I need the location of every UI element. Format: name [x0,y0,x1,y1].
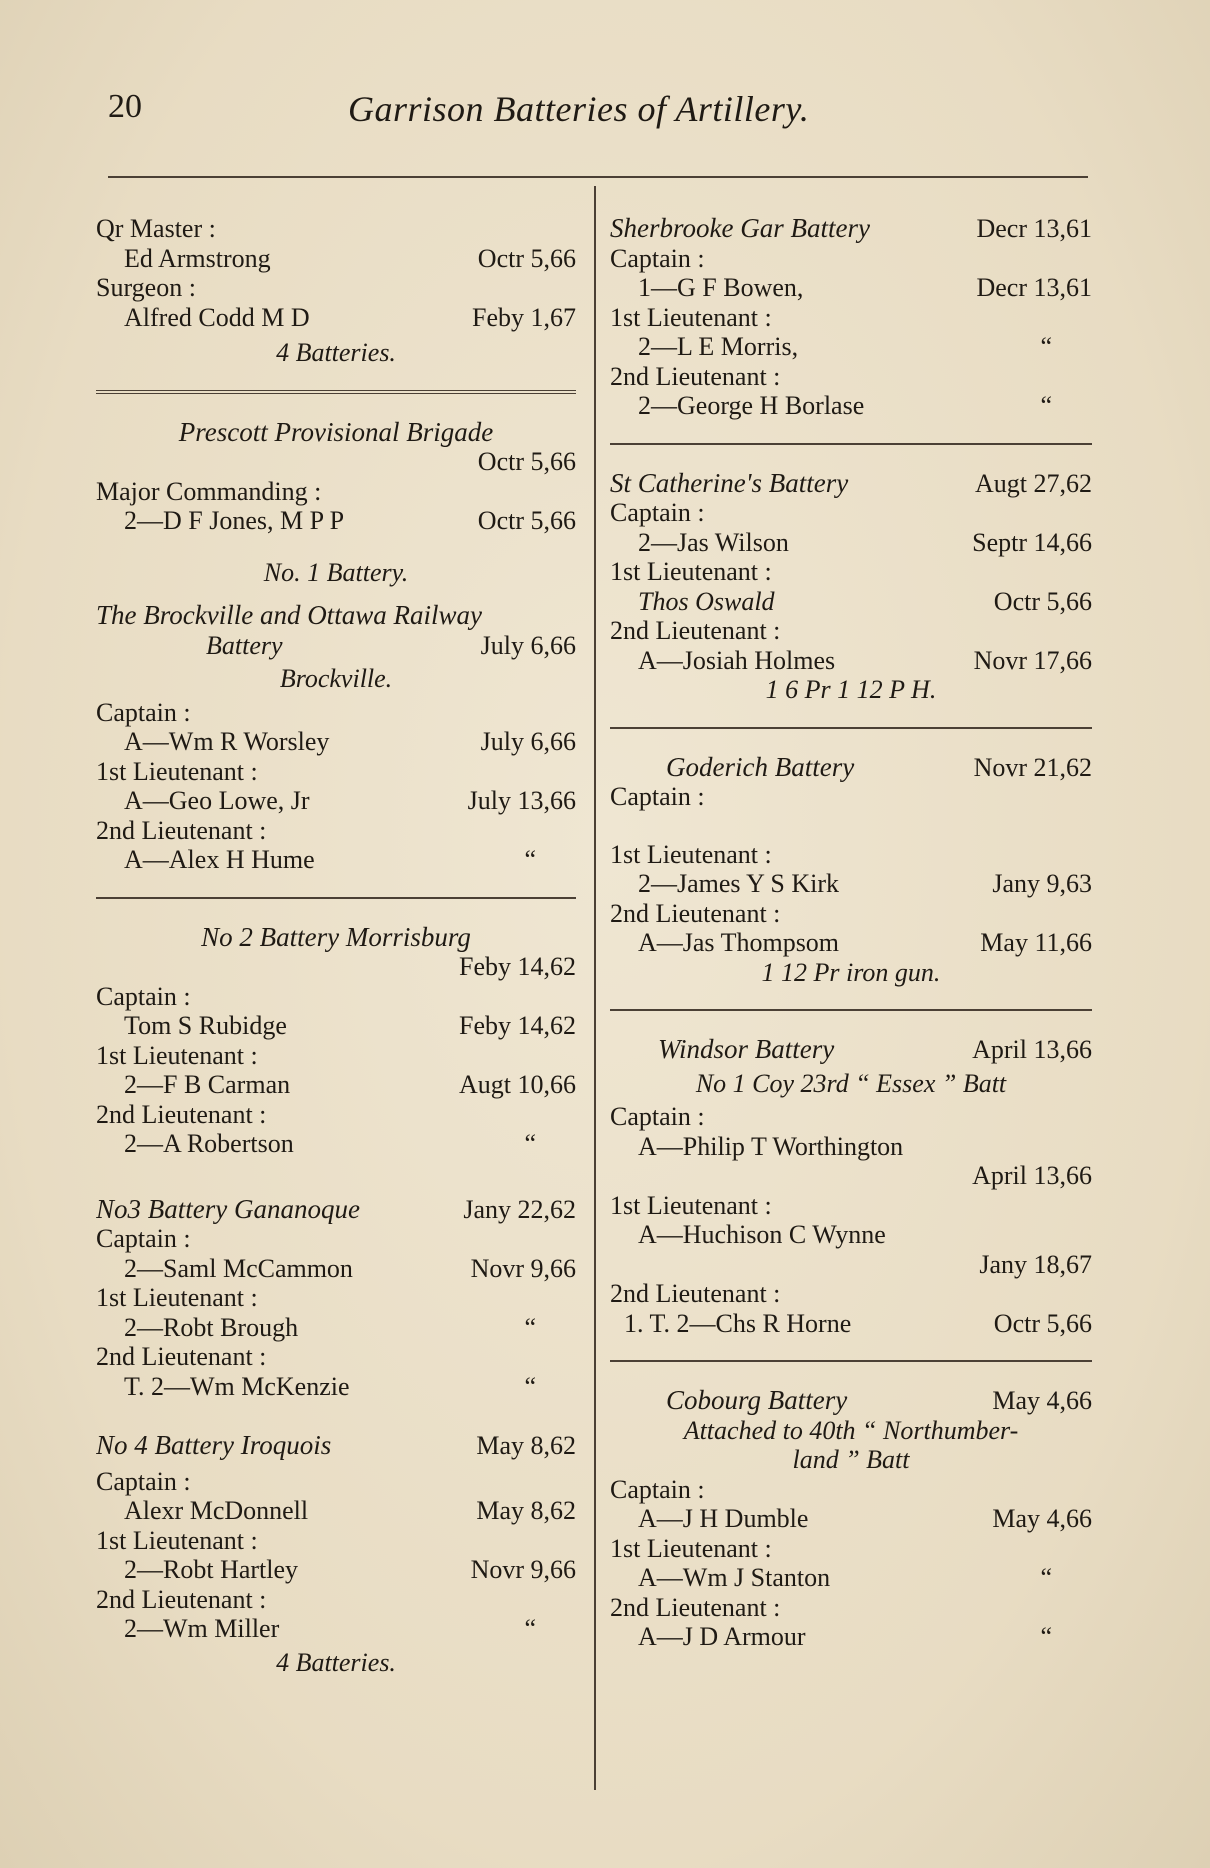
no2-second-lt-row [96,1129,576,1159]
cobourg-subtitle-line2: land ” Batt [792,1445,910,1474]
cobourg-second-lt-label-row [610,1593,1092,1623]
cobourg-captain-name: A—J H Dumble [638,1504,809,1533]
st-catherines-first-lt-label-row [610,557,1092,587]
sherbrooke-captain-row [610,273,1092,303]
st-catherines-second-lt-date: Novr 17,66 [973,645,1092,675]
surgeon-row [96,303,576,333]
windsor-first-lt-name: A—Huchison C Wynne [638,1220,886,1249]
windsor-first-lt-date-row [610,1250,1092,1280]
no4-title-row [96,1431,576,1461]
cobourg-date: May 4,66 [992,1386,1092,1415]
no1-first-lt-name: A—Geo Lowe, Jr [124,786,310,815]
goderich-title: Goderich Battery [666,752,855,782]
windsor-title: Windsor Battery [658,1035,835,1064]
cobourg-title-row [610,1386,1092,1416]
major-label-row [96,477,576,507]
no1-captain-label: Captain : [96,697,191,727]
no4-second-lt-label: 2nd Lieutenant : [96,1584,267,1614]
header-rule [108,176,1088,178]
st-catherines-battery-block [610,469,1092,705]
no4-captain-name: Alexr McDonnell [124,1496,309,1525]
st-catherines-first-lt-date: Octr 5,66 [993,586,1092,616]
no4-batteries-note: 4 Batteries. [276,1647,396,1677]
no1-heading-row [96,558,576,588]
no4-title: No 4 Battery Iroquois [96,1431,332,1460]
cobourg-captain-row [610,1504,1092,1534]
prescott-brigade-block [96,418,576,536]
goderich-guns: 1 12 Pr iron gun. [761,957,941,987]
no1-name-line1: The Brockville and Ottawa Railway [96,600,482,630]
column-divider [594,186,596,1790]
windsor-second-lt-label: 2nd Lieutenant : [610,1279,781,1308]
cobourg-second-lt-label: 2nd Lieutenant : [610,1592,781,1622]
section-rule [610,727,1092,729]
sherbrooke-captain-label: Captain : [610,243,705,273]
windsor-title-row [610,1035,1092,1065]
prescott-title-row [96,418,576,448]
staff-block [96,214,576,368]
no4-captain-date: May 8,62 [476,1496,576,1525]
no3-first-lt-name: 2—Robt Brough [124,1312,299,1342]
goderich-second-lt-label-row [610,899,1092,929]
windsor-battery-block [610,1035,1092,1338]
cobourg-first-lt-label: 1st Lieutenant : [610,1533,772,1563]
cobourg-second-lt-row [610,1622,1092,1652]
no3-captain-name: 2—Saml McCammon [124,1253,353,1283]
windsor-captain-label: Captain : [610,1102,705,1131]
no4-battery-block [96,1431,576,1677]
no3-second-lt-name: T. 2—Wm McKenzie [124,1371,350,1401]
st-catherines-second-lt-row [610,646,1092,676]
no4-date: May 8,62 [476,1431,576,1460]
sherbrooke-captain-name: 1—G F Bowen, [638,273,804,302]
sherbrooke-first-lt-row [610,332,1092,362]
cobourg-second-lt-date: “ [1040,1622,1052,1651]
surgeon-label: Surgeon : [96,273,196,302]
st-catherines-captain-name: 2—Jas Wilson [638,527,789,557]
sherbrooke-second-lt-label: 2nd Lieutenant : [610,361,781,391]
cobourg-first-lt-label-row [610,1534,1092,1564]
no4-first-lt-label: 1st Lieutenant : [96,1525,258,1555]
no3-battery-block [96,1195,576,1402]
section-rule [610,443,1092,445]
no4-first-lt-label-row [96,1526,576,1556]
no4-second-lt-row [96,1614,576,1644]
batteries-note: 4 Batteries. [276,338,396,367]
st-catherines-second-lt-label: 2nd Lieutenant : [610,616,781,645]
cobourg-title: Cobourg Battery [666,1386,848,1415]
prescott-date-row [96,447,576,477]
goderich-date: Novr 21,62 [973,752,1092,782]
surgeon-date: Feby 1,67 [472,302,576,332]
cobourg-first-lt-name: A—Wm J Stanton [638,1563,831,1592]
cobourg-first-lt-date: “ [1040,1563,1052,1592]
batteries-note-row [96,338,576,368]
no4-second-lt-label-row [96,1585,576,1615]
cobourg-captain-date: May 4,66 [992,1504,1092,1533]
st-catherines-guns-row [610,675,1092,705]
windsor-first-lt-date: Jany 18,67 [979,1249,1092,1279]
windsor-second-lt-name: 1. T. 2—Chs R Horne [624,1308,852,1338]
sherbrooke-captain-date: Decr 13,61 [976,273,1092,302]
goderich-first-lt-label: 1st Lieutenant : [610,839,772,869]
right-column [610,214,1092,1674]
no2-second-lt-date: “ [524,1129,536,1158]
st-catherines-guns: 1 6 Pr 1 12 P H. [765,675,937,704]
no3-captain-label-row [96,1224,576,1254]
no2-title-row [96,923,576,953]
windsor-subtitle-row [610,1069,1092,1099]
sherbrooke-second-lt-name: 2—George H Borlase [638,391,865,420]
no1-heading: No. 1 Battery. [263,557,409,587]
st-catherines-second-lt-name: A—Josiah Holmes [638,645,836,675]
no3-first-lt-label-row [96,1283,576,1313]
no1-second-lt-name: A—Alex H Hume [124,845,315,874]
windsor-second-lt-date: Octr 5,66 [993,1308,1092,1338]
sherbrooke-title: Sherbrooke Gar Battery [610,214,870,243]
st-catherines-first-lt-row [610,587,1092,617]
no2-second-lt-label-row [96,1100,576,1130]
no4-first-lt-date: Novr 9,66 [470,1555,576,1584]
no4-captain-row [96,1496,576,1526]
no1-name-date-row [96,631,576,661]
section-rule [96,897,576,899]
st-catherines-title: St Catherine's Battery [610,468,849,498]
cobourg-second-lt-name: A—J D Armour [638,1622,806,1651]
goderich-guns-row [610,958,1092,988]
no1-date: July 6,66 [480,630,576,660]
windsor-subtitle: No 1 Coy 23rd “ Essex ” Batt [695,1068,1007,1098]
st-catherines-captain-row [610,528,1092,558]
no4-first-lt-row [96,1555,576,1585]
no4-captain-label-row [96,1467,576,1497]
no1-name-line2: Battery [206,630,283,660]
no1-captain-label-row [96,698,576,728]
sherbrooke-second-lt-label-row [610,362,1092,392]
windsor-captain-label-row [610,1102,1092,1132]
no1-battery-block [96,558,576,875]
no1-second-lt-label-row [96,816,576,846]
no2-battery-block [96,923,576,1159]
no4-second-lt-date: “ [524,1614,536,1643]
goderich-first-lt-row [610,869,1092,899]
no2-first-lt-row [96,1070,576,1100]
st-catherines-second-lt-label-row [610,616,1092,646]
no1-place: Brockville. [279,664,393,693]
st-catherines-title-row [610,469,1092,499]
section-rule [610,1009,1092,1011]
no1-captain-name: A—Wm R Worsley [124,727,330,756]
major-label: Major Commanding : [96,476,322,506]
no3-captain-label: Captain : [96,1224,191,1253]
left-column [96,214,576,1699]
goderich-captain-label-row [610,782,1092,812]
no3-title-row [96,1195,576,1225]
no3-second-lt-label: 2nd Lieutenant : [96,1342,267,1371]
cobourg-captain-label-row [610,1475,1092,1505]
no2-date-row [96,952,576,982]
no2-title: No 2 Battery Morrisburg [201,921,471,952]
qr-master-name: Ed Armstrong [124,243,271,273]
sherbrooke-date: Decr 13,61 [976,214,1092,243]
goderich-title-row [610,753,1092,783]
goderich-first-lt-date: Jany 9,63 [992,869,1092,898]
surgeon-name: Alfred Codd M D [124,302,310,332]
surgeon-label-row [96,273,576,303]
sherbrooke-second-lt-row [610,391,1092,421]
no3-second-lt-date: “ [524,1371,536,1401]
no2-captain-date: Feby 14,62 [459,1011,576,1040]
qr-master-row [96,244,576,274]
prescott-date: Octr 5,66 [477,447,576,476]
no3-second-lt-label-row [96,1342,576,1372]
page-header [108,88,1088,138]
qr-master-label-row [96,214,576,244]
no4-second-lt-name: 2—Wm Miller [124,1614,280,1643]
no2-first-lt-name: 2—F B Carman [124,1070,291,1099]
goderich-first-lt-label-row [610,840,1092,870]
no2-captain-name: Tom S Rubidge [124,1011,287,1040]
goderich-second-lt-label: 2nd Lieutenant : [610,898,781,928]
goderich-second-lt-name: A—Jas Thompsom [638,928,840,957]
no4-batteries-note-row [96,1648,576,1678]
no1-second-lt-date: “ [524,845,536,874]
no3-captain-date: Novr 9,66 [470,1253,576,1283]
no1-first-lt-row [96,786,576,816]
major-row [96,506,576,536]
cobourg-subtitle-line1: Attached to 40th “ Northumber- [683,1415,1019,1445]
no4-captain-label: Captain : [96,1466,191,1496]
no2-second-lt-label: 2nd Lieutenant : [96,1099,267,1129]
no2-captain-label-row [96,982,576,1012]
section-rule [96,390,576,394]
no3-date: Jany 22,62 [463,1194,576,1224]
qr-master-date: Octr 5,66 [477,243,576,273]
st-catherines-captain-date: Septr 14,66 [972,527,1092,557]
windsor-first-lt-label: 1st Lieutenant : [610,1190,772,1220]
sherbrooke-title-row [610,214,1092,244]
cobourg-subtitle-row2 [610,1445,1092,1475]
windsor-second-lt-row [610,1309,1092,1339]
no2-second-lt-name: 2—A Robertson [124,1129,294,1158]
windsor-captain-row [610,1132,1092,1162]
no3-first-lt-date: “ [524,1312,536,1342]
sherbrooke-first-lt-name: 2—L E Morris, [638,332,799,361]
qr-master-label: Qr Master : [96,214,216,243]
sherbrooke-second-lt-date: “ [1040,391,1052,420]
major-date: Octr 5,66 [477,506,576,535]
sherbrooke-first-lt-label: 1st Lieutenant : [610,302,772,332]
goderich-first-lt-name: 2—James Y S Kirk [638,869,840,898]
section-rule [610,1360,1092,1362]
windsor-captain-name: A—Philip T Worthington [638,1131,904,1161]
windsor-date: April 13,66 [972,1035,1092,1064]
no2-captain-row [96,1011,576,1041]
goderich-battery-block [610,753,1092,988]
running-title: Garrison Batteries of Artillery. [348,89,810,129]
no2-first-lt-label-row [96,1041,576,1071]
no2-first-lt-date: Augt 10,66 [459,1070,576,1099]
no3-title: No3 Battery Gananoque [96,1194,360,1224]
st-catherines-first-lt-name: Thos Oswald [638,586,775,616]
cobourg-first-lt-row [610,1563,1092,1593]
no1-first-lt-label: 1st Lieutenant : [96,756,258,786]
st-catherines-date: Augt 27,62 [975,468,1092,498]
no3-second-lt-row [96,1372,576,1402]
sherbrooke-first-lt-label-row [610,303,1092,333]
windsor-captain-date-row [610,1161,1092,1191]
sherbrooke-captain-label-row [610,244,1092,274]
no1-place-row [96,664,576,694]
no3-captain-row [96,1254,576,1284]
goderich-second-lt-row [610,928,1092,958]
no1-captain-row [96,727,576,757]
goderich-second-lt-date: May 11,66 [980,928,1092,957]
goderich-captain-label: Captain : [610,782,705,811]
no1-second-lt-row [96,845,576,875]
windsor-captain-date: April 13,66 [972,1161,1092,1190]
no2-first-lt-label: 1st Lieutenant : [96,1040,258,1070]
no1-name-row [96,601,576,631]
no1-captain-date: July 6,66 [480,727,576,756]
cobourg-subtitle-row1 [610,1416,1092,1446]
sherbrooke-battery-block [610,214,1092,421]
no3-first-lt-label: 1st Lieutenant : [96,1283,258,1312]
st-catherines-first-lt-label: 1st Lieutenant : [610,557,772,586]
cobourg-captain-label: Captain : [610,1474,705,1504]
st-catherines-captain-label-row [610,498,1092,528]
no4-first-lt-name: 2—Robt Hartley [124,1555,299,1584]
cobourg-battery-block [610,1386,1092,1652]
no1-first-lt-label-row [96,757,576,787]
no2-date: Feby 14,62 [459,952,576,981]
windsor-first-lt-row [610,1220,1092,1250]
page-number: 20 [108,88,142,125]
windsor-first-lt-label-row [610,1191,1092,1221]
windsor-second-lt-label-row [610,1279,1092,1309]
no3-first-lt-row [96,1313,576,1343]
no1-first-lt-date: July 13,66 [467,786,576,815]
st-catherines-captain-label: Captain : [610,498,705,527]
major-name: 2—D F Jones, M P P [124,506,345,535]
no2-captain-label: Captain : [96,981,191,1011]
sherbrooke-first-lt-date: “ [1040,332,1052,361]
prescott-title: Prescott Provisional Brigade [178,416,494,447]
no1-second-lt-label: 2nd Lieutenant : [96,815,267,845]
